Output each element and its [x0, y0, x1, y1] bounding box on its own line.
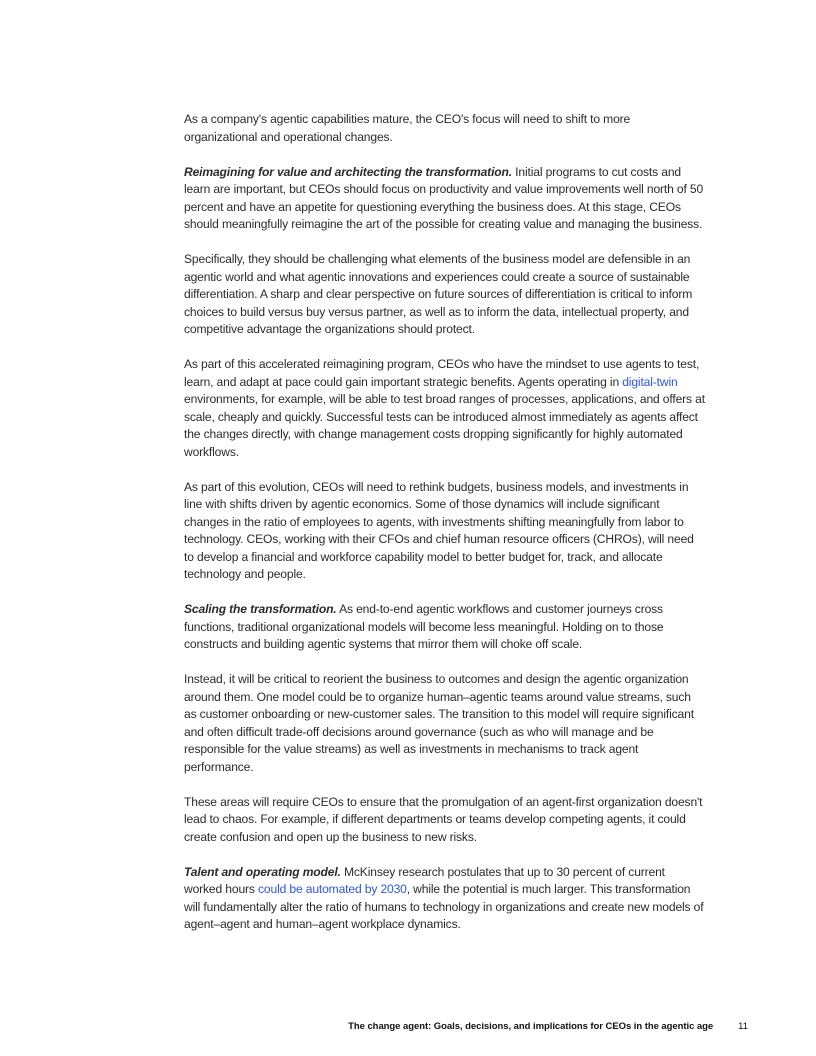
text-run: , while the potential is much larger. This transformation will fundamentally alter the ratio of humans to technology in organizations and create new models of agent–agent and human–agent workplace dynamics. [184, 882, 704, 931]
text-run: These areas will require CEOs to ensure that the promulgation of an agent-first organization doesn't lead to chaos. For example, if different departments or teams develop competing agents, it could create confusion and open up the business to new risks. [184, 794, 703, 844]
paragraph-lead-in: Talent and operating model. [184, 864, 341, 879]
text-run: As part of this accelerated reimagining program, CEOs who have the mindset to use agents to test, learn, and adapt at pace could gain important strategic benefits. Agents operating in [184, 357, 700, 389]
paragraph [184, 164, 705, 234]
text-run: Instead, it will be critical to reorient the business to outcomes and design the agentic organization around them. One model could be to organize human–agentic teams around value streams, such as customer onboarding or new-customer sales. The transition to this model will require significant and often difficult trade-off decisions around governance (such as who will manage and be responsible for the value streams) as well as investments in mechanisms to track agent performance. [184, 672, 694, 774]
text-run: Initial programs to cut costs and learn are important, but CEOs should focus on productivity and value improvements well north of 50 percent and have an appetite for questioning everything the business does. At this stage, CEOs should meaningfully reimagine the art of the possible for creating value and managing the business. [184, 164, 704, 231]
paragraph [184, 251, 705, 339]
paragraph [184, 111, 705, 146]
text-run: As a company's agentic capabilities mature, the CEO's focus will need to shift to more organizational and operational changes. [184, 112, 631, 144]
paragraph-lead-in: Reimagining for value and architecting the transformation. [184, 164, 512, 179]
paragraph [184, 601, 705, 654]
text-run: environments, for example, will be able to test broad ranges of processes, applications, and offers at scale, cheaply and quickly. Successful tests can be introduced almost immediately as agents affect the changes directly, with change management costs dropping significantly for highly automated workflows. [184, 392, 705, 459]
footer-page-number: 11 [738, 1021, 748, 1032]
paragraph [184, 864, 705, 934]
text-run: Specifically, they should be challenging what elements of the business model are defensible in an agentic world and what agentic innovations and experiences could create a source of sustainable differentiation. A sharp and clear perspective on future sources of differentiation is critical to inform choices to build versus buy versus partner, as well as to inform the data, intellectual property, and competitive advantage the organizations should protect. [184, 252, 693, 336]
digital-twin-link[interactable]: digital-twin [622, 374, 678, 389]
paragraph-lead-in: Scaling the transformation. [184, 602, 337, 616]
article-body [184, 111, 705, 951]
footer-running-title: The change agent: Goals, decisions, and implications for CEOs in the agentic age [348, 1021, 714, 1032]
text-run: McKinsey research postulates that up to 30 percent of current worked hours [184, 864, 665, 896]
paragraph [184, 356, 705, 461]
paragraph [184, 479, 705, 584]
automated-by-2030-link[interactable]: could be automated by 2030 [258, 882, 407, 896]
paragraph [184, 794, 705, 847]
paragraph [184, 671, 705, 776]
page-footer [348, 1021, 748, 1032]
text-run: As end-to-end agentic workflows and customer journeys cross functions, traditional organizational models will become less meaningful. Holding on to those constructs and building agentic systems that mirror them will choke off scale. [184, 602, 664, 651]
text-run: As part of this evolution, CEOs will need to rethink budgets, business models, and investments in line with shifts driven by agentic economics. Some of those dynamics will include significant changes in the ratio of employees to agents, with investments shifting meaningfully from labor to technology. CEOs, working with their CFOs and chief human resource officers (CHROs), will need to develop a financial and workforce capability model to better budget for, track, and allocate technology and people. [184, 479, 694, 581]
